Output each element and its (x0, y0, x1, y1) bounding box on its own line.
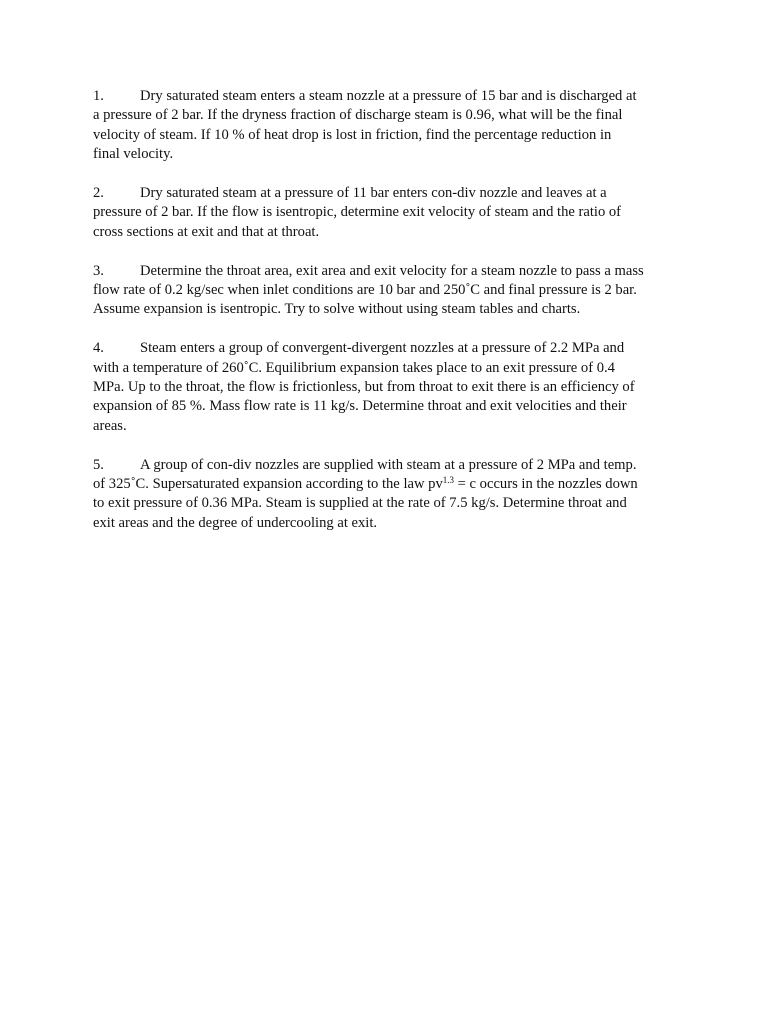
question-text-line: with a temperature of 260˚C. Equilibrium expansion takes place to an exit pressure of 0.4 (93, 359, 615, 376)
question-text-line: Assume expansion is isentropic. Try to solve without using steam tables and charts. (93, 301, 581, 318)
question-5 (93, 456, 678, 534)
question-text-line: areas. (93, 417, 127, 434)
question-2 (93, 184, 678, 242)
question-number: 4. (93, 340, 104, 357)
question-text-line: A group of con-div nozzles are supplied with steam at a pressure of 2 MPa and temp. (140, 456, 637, 473)
question-number: 3. (93, 262, 104, 279)
question-1 (93, 87, 678, 165)
question-text-line: Determine the throat area, exit area and exit velocity for a steam nozzle to pass a mass (140, 262, 644, 279)
question-number: 2. (93, 185, 104, 202)
question-text-line: of 325˚C. Supersaturated expansion according to the law pv (93, 476, 443, 493)
question-text-line: a pressure of 2 bar. If the dryness fraction of discharge steam is 0.96, what will be the final (93, 107, 623, 124)
question-text-line: pressure of 2 bar. If the flow is isentropic, determine exit velocity of steam and the ratio of (93, 204, 622, 221)
question-text-line: cross sections at exit and that at throat. (93, 223, 320, 240)
question-number: 5. (93, 456, 104, 473)
question-text-line: Dry saturated steam enters a steam nozzle at a pressure of 15 bar and is discharged at (140, 88, 637, 104)
question-4 (93, 339, 678, 436)
question-number: 1. (93, 88, 104, 104)
exponent: 1.3 (442, 475, 455, 486)
question-list (93, 87, 678, 553)
question-text-line: final velocity. (93, 146, 174, 163)
question-text-line: Steam enters a group of convergent-divergent nozzles at a pressure of 2.2 MPa and (140, 340, 625, 357)
question-3 (93, 262, 678, 320)
question-text-line: flow rate of 0.2 kg/sec when inlet conditions are 10 bar and 250˚C and final pressure is 2 bar. (93, 282, 637, 299)
question-text-line: = c occurs in the nozzles down (454, 476, 638, 493)
question-text-line: Dry saturated steam at a pressure of 11 bar enters con-div nozzle and leaves at a (140, 185, 607, 202)
question-text-line: MPa. Up to the throat, the flow is frictionless, but from throat to exit there is an efficiency of (93, 379, 635, 396)
question-text-line: exit areas and the degree of undercooling at exit. (93, 514, 378, 531)
question-text-line: velocity of steam. If 10 % of heat drop is lost in friction, find the percentage reduction in (93, 126, 612, 143)
question-text-line: to exit pressure of 0.36 MPa. Steam is supplied at the rate of 7.5 kg/s. Determine throat and (93, 495, 627, 512)
question-text-line: expansion of 85 %. Mass flow rate is 11 kg/s. Determine throat and exit velocities and their (93, 398, 627, 415)
